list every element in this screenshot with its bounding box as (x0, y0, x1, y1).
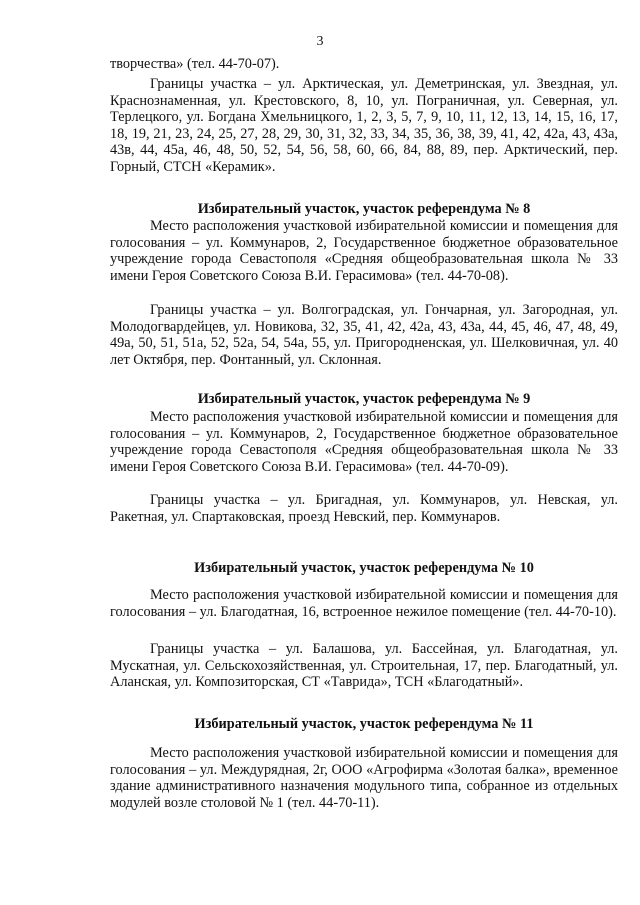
section-8-borders: Границы участка – ул. Волгоградская, ул. Гончарная, ул. Загородная, ул. Молодогвардейцев, ул. Новикова, 32, 35, 41, 42, 42а, 43, 43а, 44, 45, 46, 47, 48, 49, 49а, 50, 51, 51а, 52, 52а, 54, 54а, 55, ул. Пригородненская, ул. Шелковичная, ул. 40 лет Октября, пер. Фонтанный, ул. Склонная. (110, 302, 618, 368)
section-7-borders: Границы участка – ул. Арктическая, ул. Деметринская, ул. Звездная, ул. Краснознаменная, ул. Крестовского, 8, 10, ул. Пограничная, ул. Северная, ул. Терлецкого, ул. Богдана Хмельницкого, 1, 2, 3, 5, 7, 9, 10, 11, 12, 13, 14, 15, 16, 17, 18, 19, 21, 23, 24, 25, 27, 28, 29, 30, 31, 32, 33, 34, 35, 36, 38, 39, 41, 42, 42а, 43, 43а, 43в, 44, 45а, 46, 48, 50, 52, 54, 56, 58, 60, 66, 84, 88, 89, пер. Арктический, пер. Горный, СТСН «Керамик». (110, 76, 618, 175)
section-10-borders: Границы участка – ул. Балашова, ул. Бассейная, ул. Благодатная, ул. Мускатная, ул. Сельскохозяйственная, ул. Строительная, 17, пер. Благодатный, ул. Аланская, ул. Композиторская, СТ «Таврида», ТСН «Благодатный». (110, 641, 618, 691)
section-11-location: Место расположения участковой избирательной комиссии и помещения для голосования – ул. Междурядная, 2г, ООО «Агрофирма «Золотая балка», временное здание административного назначения модульного типа, собранное из отдельных модулей возле столовой № 1 (тел. 44-70-11). (110, 745, 618, 811)
page-number: 3 (316, 34, 324, 49)
section-9-borders: Границы участка – ул. Бригадная, ул. Коммунаров, ул. Невская, ул. Ракетная, ул. Спартаковская, проезд Невский, пер. Коммунаров. (110, 492, 618, 525)
section-10-heading: Избирательный участок, участок референдума № 10 (194, 560, 534, 576)
section-10-location: Место расположения участковой избирательной комиссии и помещения для голосования – ул. Благодатная, 16, встроенное нежилое помещение (тел. 44-70-10). (110, 587, 618, 620)
section-8-heading: Избирательный участок, участок референдума № 8 (197, 201, 531, 217)
continuation-text: творчества» (тел. 44-70-07). (110, 56, 280, 72)
section-9-location: Место расположения участковой избирательной комиссии и помещения для голосования – ул. Коммунаров, 2, Государственное бюджетное образовательное учреждение города Севастополя «Средняя общеобразовательная школа № 33 имени Героя Советского Союза В.И. Герасимова» (тел. 44-70-09). (110, 409, 618, 475)
section-9-heading: Избирательный участок, участок референдума № 9 (197, 391, 531, 407)
section-11-heading: Избирательный участок, участок референдума № 11 (194, 716, 534, 732)
section-8-location: Место расположения участковой избирательной комиссии и помещения для голосования – ул. Коммунаров, 2, Государственное бюджетное образовательное учреждение города Севастополя «Средняя общеобразовательная школа № 33 имени Героя Советского Союза В.И. Герасимова» (тел. 44-70-08). (110, 218, 618, 284)
